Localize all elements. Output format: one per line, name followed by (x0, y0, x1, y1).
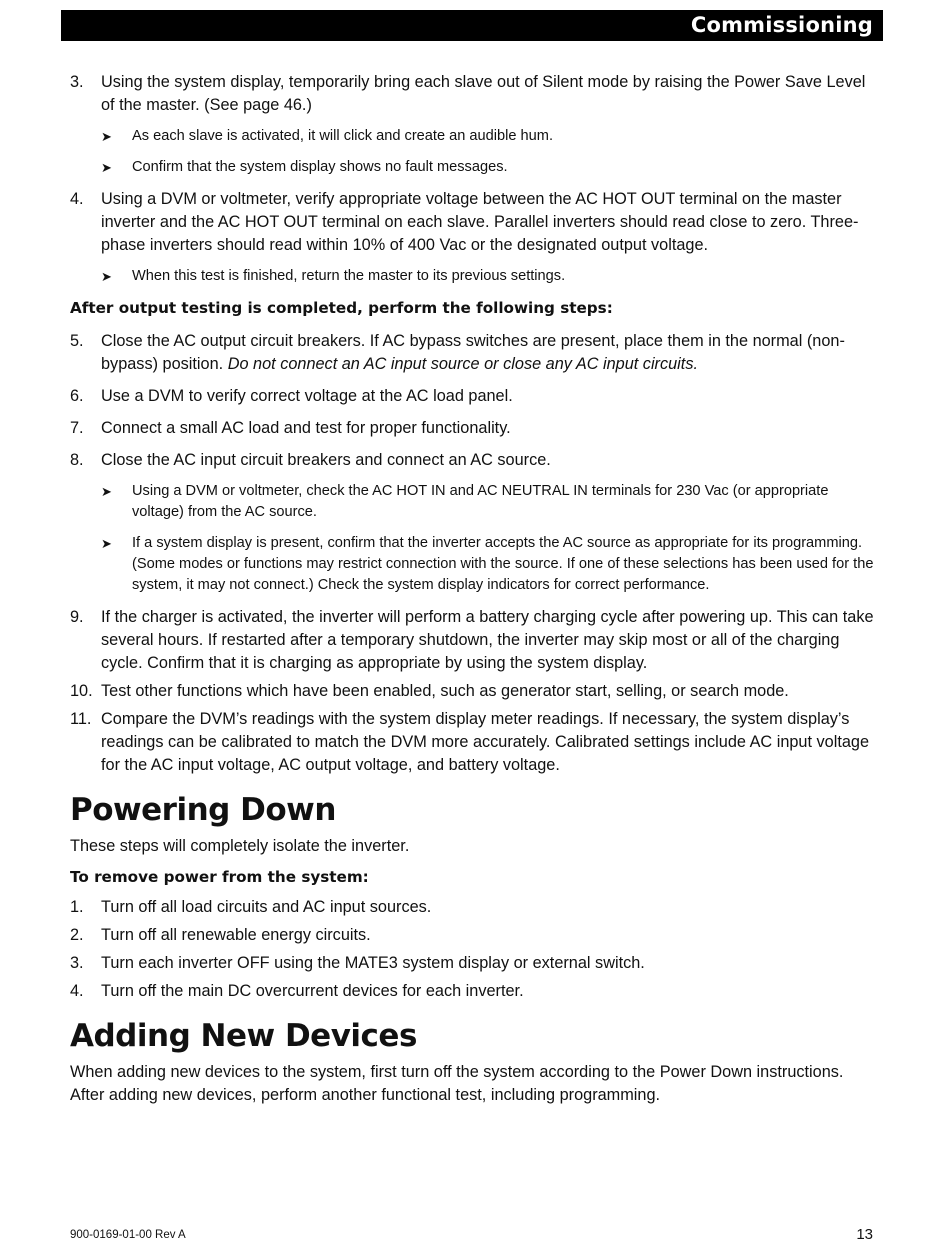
arrowhead-bullet-icon: ➤ (101, 536, 112, 551)
page-section-title: Commissioning (690, 13, 873, 37)
adding-devices-title: Adding New Devices (70, 1018, 417, 1054)
power-step-1 (70, 896, 880, 919)
step-number: 2. (70, 926, 84, 944)
bullet-text: Confirm that the system display shows no fault messages. (132, 159, 508, 175)
step-number: 8. (70, 451, 84, 469)
bullet-item (101, 533, 880, 596)
header-bar (61, 10, 883, 41)
bullet-item (101, 126, 880, 147)
step-8 (70, 449, 880, 472)
step-10 (70, 680, 880, 703)
step-7 (70, 417, 880, 440)
bullet-item (101, 157, 880, 178)
bullet-text: When this test is finished, return the master to its previous settings. (132, 268, 566, 284)
arrowhead-bullet-icon: ➤ (101, 129, 112, 144)
step-number: 10. (70, 682, 93, 700)
bullet-text: As each slave is activated, it will click and create an audible hum. (132, 128, 553, 144)
power-step-3 (70, 952, 880, 975)
power-step-4 (70, 980, 880, 1003)
step-text: Using the system display, temporarily bring each slave out of Silent mode by raising the Power Save Level of the master. (See page 46.) (101, 73, 866, 114)
step-number: 9. (70, 608, 84, 626)
step-text: Connect a small AC load and test for proper functionality. (101, 419, 511, 437)
step-3 (70, 71, 880, 117)
step-text: Use a DVM to verify correct voltage at the AC load panel. (101, 387, 513, 405)
step-text: Using a DVM or voltmeter, verify appropriate voltage between the AC HOT OUT terminal on the master inverter and the AC HOT OUT terminal on each slave. Parallel inverters should read close to zero. Three-phase inverters should read within 10% of 400 Vac or the designated output voltage. (101, 190, 859, 254)
arrowhead-bullet-icon: ➤ (101, 484, 112, 499)
step-number: 1. (70, 898, 84, 916)
step-11 (70, 708, 880, 777)
step-text: Close the AC output circuit breakers. If AC bypass switches are present, place them in the normal (non-bypass) position. (101, 332, 845, 373)
step-number: 6. (70, 387, 84, 405)
step-number: 7. (70, 419, 84, 437)
step-number: 11. (70, 710, 92, 728)
page-content (70, 71, 880, 1115)
page-number: 13 (856, 1226, 873, 1243)
bullet-text: If a system display is present, confirm that the inverter accepts the AC source as appropriate for its programming. (Some modes or functions may restrict connection with the source. If one of these selections has been used for the system, it may not connect.) Check the system display indicators for correct performance. (132, 535, 874, 593)
step-5 (70, 330, 880, 376)
step-text: Turn off all renewable energy circuits. (101, 926, 371, 944)
step-number: 4. (70, 190, 84, 208)
step-italic-note: Do not connect an AC input source or close any AC input circuits. (227, 355, 698, 373)
step-text: Turn each inverter OFF using the MATE3 system display or external switch. (101, 954, 645, 972)
step-4 (70, 188, 880, 257)
step-number: 5. (70, 332, 84, 350)
powering-down-title: Powering Down (70, 792, 336, 828)
power-step-2 (70, 924, 880, 947)
step-6 (70, 385, 880, 408)
step-text: Turn off all load circuits and AC input sources. (101, 898, 432, 916)
step-number: 3. (70, 954, 84, 972)
after-output-heading: After output testing is completed, perform the following steps: (70, 299, 613, 317)
step-text: Test other functions which have been enabled, such as generator start, selling, or search mode. (101, 682, 789, 700)
footer-doc-id: 900-0169-01-00 Rev A (70, 1229, 186, 1241)
step-number: 3. (70, 73, 84, 91)
powering-down-intro: These steps will completely isolate the inverter. (70, 837, 410, 855)
bullet-item (101, 481, 880, 523)
powering-down-subhead: To remove power from the system: (70, 868, 369, 886)
step-number: 4. (70, 982, 84, 1000)
bullet-text: Using a DVM or voltmeter, check the AC HOT IN and AC NEUTRAL IN terminals for 230 Vac (or appropriate voltage) from the AC source. (132, 483, 829, 520)
step-9 (70, 606, 880, 675)
step-text: Close the AC input circuit breakers and connect an AC source. (101, 451, 551, 469)
step-text: Compare the DVM’s readings with the system display meter readings. If necessary, the system display’s readings can be calibrated to match the DVM more accurately. Calibrated settings include AC input voltage for the AC input voltage, AC output voltage, and battery voltage. (101, 710, 870, 774)
step-text: If the charger is activated, the inverter will perform a battery charging cycle after powering up. This can take several hours. If restarted after a temporary shutdown, the inverter may skip most or all of the charging cycle. Confirm that it is charging as appropriate by using the system display. (101, 608, 874, 672)
arrowhead-bullet-icon: ➤ (101, 269, 112, 284)
bullet-item (101, 266, 880, 287)
arrowhead-bullet-icon: ➤ (101, 160, 112, 175)
step-text: Turn off the main DC overcurrent devices for each inverter. (101, 982, 524, 1000)
adding-devices-text: When adding new devices to the system, first turn off the system according to the Power Down instructions. After adding new devices, perform another functional test, including programming. (70, 1063, 844, 1104)
